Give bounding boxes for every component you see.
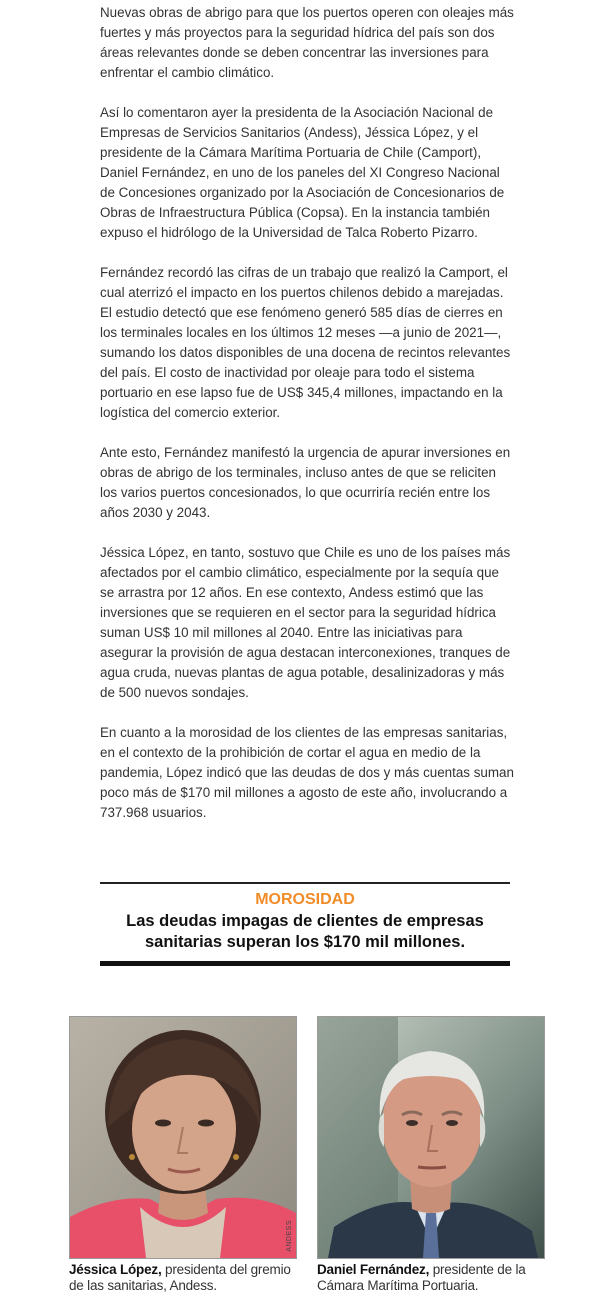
portrait-fernandez-image (318, 1017, 544, 1258)
article-paragraph: Jéssica López, en tanto, sostuvo que Chile es uno de los países más afectados por el cambio climático, especialmente por la sequía que se arrastra por 12 años. En ese contexto, Andess estimó que las inversiones que se requieren en el sector para la seguridad hídrica suman US$ 10 mil millones al 2040. Entre las iniciativas para asegurar la provisión de agua destacan interconexiones, tranques de agua cruda, nuevas plantas de agua potable, desalinizadoras y más de 500 nuevos sondajes. (100, 545, 511, 700)
caption-text: presidente de la Cámara Marítima Portuaria. (317, 1262, 526, 1293)
caption-text: presidenta del gremio de las sanitarias, Andess. (69, 1262, 291, 1293)
caption-name: Jéssica López, (69, 1262, 162, 1277)
photo-card-fernandez (317, 1016, 547, 1294)
photo-card-lopez (69, 1016, 297, 1294)
article-paragraph: Ante esto, Fernández manifestó la urgencia de apurar inversiones en obras de abrigo de los terminales, incluso antes de que se reliciten los varios puertos concesionados, lo que ocurriría recién entre los años 2030 y 2043. (100, 445, 511, 520)
article-body (100, 3, 515, 843)
portrait-lopez-image (70, 1017, 296, 1258)
photo-caption-lopez (69, 1262, 297, 1294)
photo-caption-fernandez (317, 1262, 547, 1294)
portrait-photo-lopez (69, 1016, 297, 1259)
pull-quote-text: Las deudas impagas de clientes de empresas sanitarias superan los $170 mil millones. (126, 912, 484, 951)
pull-quote-kicker: MOROSIDAD (255, 891, 355, 908)
pull-quote (100, 882, 510, 966)
article-paragraph: Nuevas obras de abrigo para que los puertos operen con oleajes más fuertes y más proyectos para la seguridad hídrica del país son dos áreas relevantes donde se deben concentrar las inversiones para enfrentar el cambio climático. (100, 5, 514, 80)
portrait-photo-fernandez (317, 1016, 545, 1259)
article-paragraph: Así lo comentaron ayer la presidenta de la Asociación Nacional de Empresas de Servicios Sanitarios (Andess), Jéssica López, y el presidente de la Cámara Marítima Portuaria de Chile (Camport), Daniel Fernández, en uno de los paneles del XI Congreso Nacional de Concesiones organizado por la Asociación de Concesionarios de Obras de Infraestructura Pública (Copsa). En la instancia también expuso el hidrólogo de la Universidad de Talca Roberto Pizarro. (100, 105, 505, 240)
article-paragraph: Fernández recordó las cifras de un trabajo que realizó la Camport, el cual aterrizó el impacto en los puertos chilenos debido a marejadas. El estudio detectó que ese fenómeno generó 585 días de cierres en los terminales locales en los últimos 12 meses —a junio de 2021—, sumando los datos disponibles de una docena de recintos relevantes del país. El costo de inactividad por oleaje para todo el sistema portuario en ese lapso fue de US$ 345,4 millones, impactando en la logística del comercio exterior. (100, 265, 511, 420)
photo-credit: ANDESS (286, 1220, 293, 1252)
caption-name: Daniel Fernández, (317, 1262, 430, 1277)
article-paragraph: En cuanto a la morosidad de los clientes de las empresas sanitarias, en el contexto de la prohibición de cortar el agua en medio de la pandemia, López indicó que las deudas de dos y más cuentas suman poco más de $170 mil millones a agosto de este año, involucrando a 737.968 usuarios. (100, 725, 514, 820)
